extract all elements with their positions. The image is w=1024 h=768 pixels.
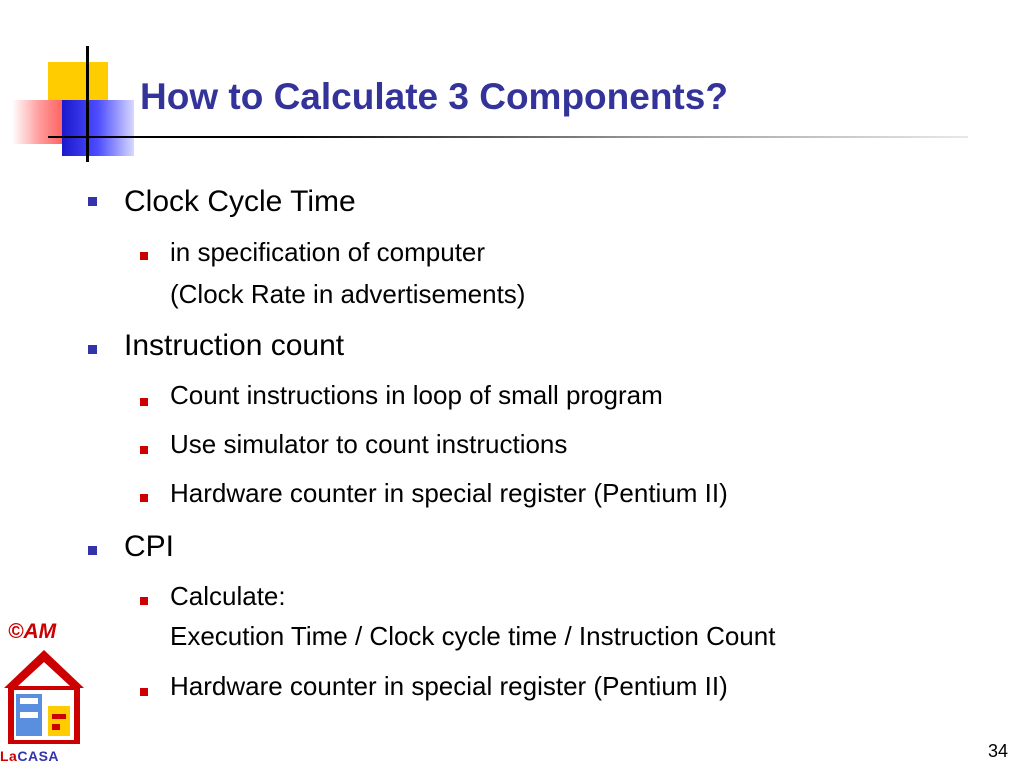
sub-bullet-marker xyxy=(140,446,148,454)
lacasa-logo xyxy=(0,614,90,768)
sub-bullet-item: Use simulator to count instructions xyxy=(170,429,568,459)
bullet-marker xyxy=(88,197,97,206)
bullet-item: Clock Cycle Time xyxy=(124,185,356,218)
sub-bullet-marker xyxy=(140,688,148,696)
logo-wordmark: LaCASA xyxy=(0,748,60,764)
bullet-item: CPI xyxy=(124,530,175,563)
sub-bullet-marker xyxy=(140,252,148,260)
sub-bullet-item-continued: (Clock Rate in advertisements) xyxy=(170,279,526,309)
slide-title: How to Calculate 3 Components? xyxy=(140,76,728,117)
bullet-item: Instruction count xyxy=(124,329,345,362)
bullet-marker xyxy=(88,345,97,354)
house-icon xyxy=(2,648,86,746)
sub-bullet-marker xyxy=(140,597,148,605)
sub-bullet-item: in specification of computer xyxy=(170,237,486,267)
bullet-marker xyxy=(88,546,97,555)
sub-bullet-item: Hardware counter in special register (Pentium II) xyxy=(170,478,728,508)
page-number: 34 xyxy=(987,741,1008,761)
sub-bullet-item: Hardware counter in special register (Pentium II) xyxy=(170,671,728,701)
sub-bullet-marker xyxy=(140,398,148,406)
sub-bullet-item: Calculate: xyxy=(170,581,286,611)
sub-bullet-marker xyxy=(140,494,148,502)
sub-bullet-item-continued: Execution Time / Clock cycle time / Instruction Count xyxy=(170,621,776,651)
copyright-mark: ©AM xyxy=(8,620,57,643)
sub-bullet-item: Count instructions in loop of small program xyxy=(170,380,663,410)
